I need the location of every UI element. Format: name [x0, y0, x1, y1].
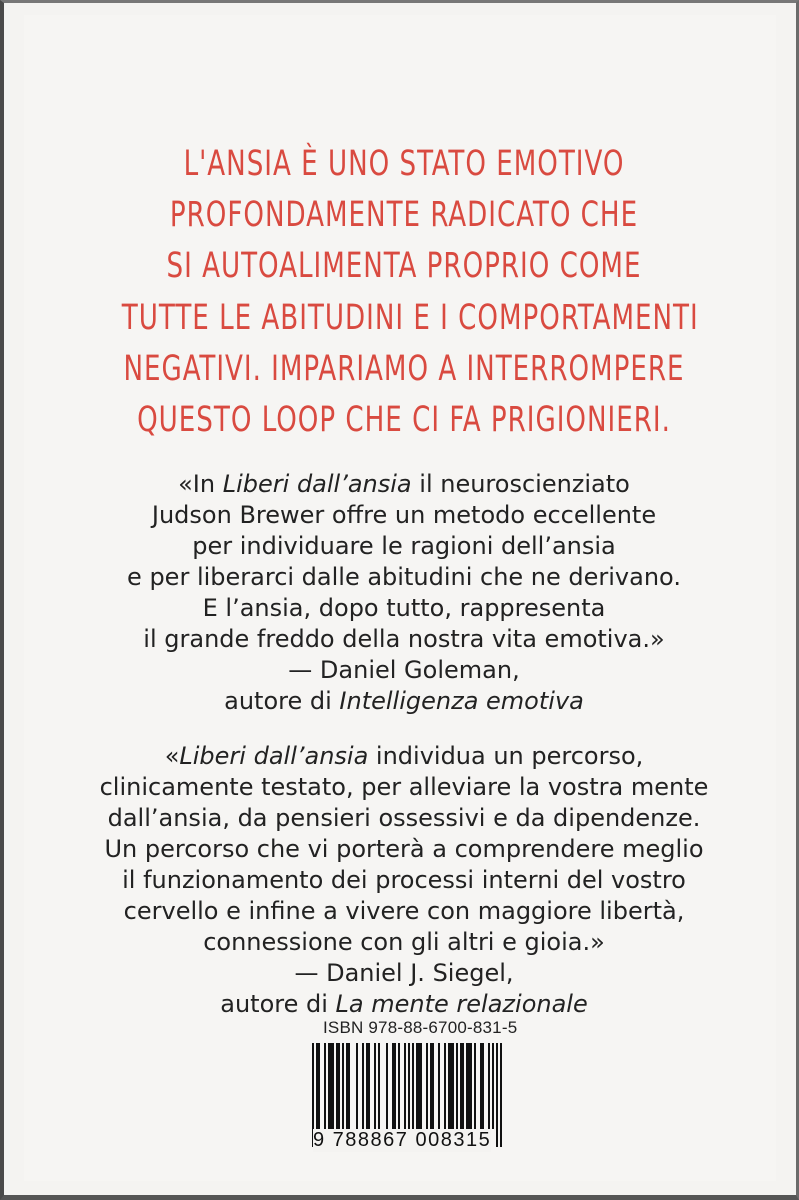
barcode-bar — [460, 1043, 464, 1129]
barcode-bar — [398, 1043, 400, 1129]
source-prefix: autore di — [220, 990, 336, 1018]
quote-line: per individuare le ragioni dell’ansia — [192, 532, 616, 560]
goleman-quote — [64, 469, 744, 717]
barcode-bar — [466, 1043, 472, 1129]
quote-open: « — [164, 742, 180, 770]
quote-attribution: — Daniel J. Siegel, — [294, 959, 514, 987]
barcode-bar — [492, 1043, 494, 1129]
quote-line: Judson Brewer offre un metodo eccellente — [151, 501, 657, 529]
quote-line: clinicamente testato, per alleviare la vostra mente — [99, 773, 709, 801]
quote-source — [64, 686, 744, 717]
quote-line — [64, 469, 744, 500]
quote-text: il neuroscienziato — [411, 470, 630, 498]
headline-line-2: PROFONDAMENTE RADICATO CHE — [169, 195, 639, 236]
barcode-bar — [324, 1043, 326, 1129]
headline-line-3: SI AUTOALIMENTA PROPRIO COME — [166, 246, 642, 287]
quote-line: il funzionamento dei processi interni del vostro — [122, 866, 686, 894]
barcode-bar — [342, 1043, 344, 1129]
quote-line: connessione con gli altri e gioia.» — [203, 928, 605, 956]
isbn-label: ISBN 978-88-6700-831-5 — [323, 1018, 518, 1037]
source-prefix: autore di — [224, 687, 340, 715]
barcode-bar — [430, 1043, 434, 1129]
barcode-bar — [448, 1043, 454, 1129]
barcode-bar — [416, 1043, 422, 1129]
quote-open: «In — [178, 470, 223, 498]
quote-line — [64, 741, 744, 772]
headline-line-5: NEGATIVI. IMPARIAMO A INTERROMPERE — [123, 348, 685, 389]
barcode-bar — [366, 1043, 370, 1129]
barcode-bar — [426, 1043, 428, 1129]
quote-line: dall’ansia, da pensieri ossessivi e da dipendenze. — [107, 804, 701, 832]
quote-source — [64, 989, 744, 1020]
quote-line: cervello e infine a vivere con maggiore libertà, — [123, 897, 685, 925]
headline-line-4: TUTTE LE ABITUDINI E I COMPORTAMENTI — [121, 297, 699, 338]
quote-line: il grande freddo della nostra vita emotiva.» — [143, 625, 665, 653]
barcode-bar — [496, 1043, 498, 1147]
barcode-bar — [378, 1043, 380, 1129]
barcode-bar — [488, 1043, 490, 1129]
book-title-italic: Liberi dall’ansia — [179, 742, 369, 770]
book-title-italic: Liberi dall’ansia — [222, 470, 412, 498]
source-title: Intelligenza emotiva — [339, 687, 584, 715]
barcode-bar — [386, 1043, 388, 1129]
quote-attribution: — Daniel Goleman, — [288, 656, 520, 684]
quote-line: E l’ansia, dopo tutto, rappresenta — [202, 594, 606, 622]
barcode-bar — [346, 1043, 350, 1129]
barcode-bar — [438, 1043, 440, 1129]
barcode-bar — [328, 1043, 334, 1129]
barcode-bar — [474, 1043, 476, 1129]
barcode-bar — [456, 1043, 458, 1129]
barcode-digits: 9 788867 008315 — [313, 1129, 492, 1151]
source-title: La mente relazionale — [335, 990, 588, 1018]
barcode-bar — [356, 1043, 358, 1129]
barcode-bar — [480, 1043, 484, 1129]
barcode-bar — [392, 1043, 396, 1129]
barcode-bar — [444, 1043, 446, 1129]
barcode-bar — [362, 1043, 364, 1129]
headline-block — [121, 139, 699, 446]
headline-line-1: L'ANSIA È UNO STATO EMOTIVO — [183, 144, 625, 184]
quote-line: Un percorso che vi porterà a comprendere meglio — [104, 835, 704, 863]
barcode-bar — [336, 1043, 340, 1129]
barcode-bar — [412, 1043, 414, 1129]
headline-line-6: QUESTO LOOP CHE CI FA PRIGIONIERI. — [137, 400, 671, 441]
quote-line: e per liberarci dalle abitudini che ne derivano. — [127, 563, 681, 591]
siegel-quote — [64, 741, 744, 1020]
barcode-bar — [374, 1043, 376, 1129]
quote-text: individua un percorso, — [368, 742, 644, 770]
barcode-bar — [500, 1043, 502, 1147]
barcode-bar — [318, 1043, 320, 1129]
